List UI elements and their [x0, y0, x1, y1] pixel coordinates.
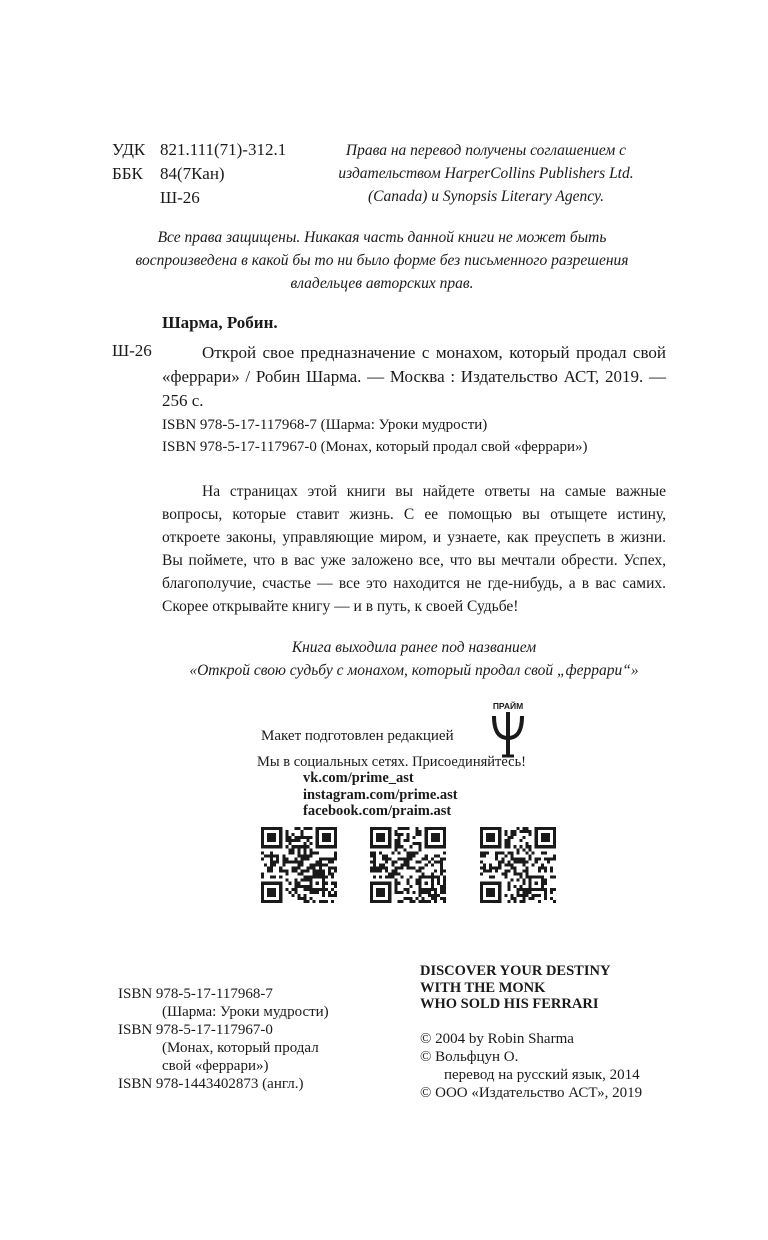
udk-value: 821.111(71)-312.1: [160, 140, 287, 159]
isbn-line: ISBN 978-5-17-117967-0 (Монах, который продал свой «феррари»): [162, 439, 588, 455]
social-link-instagram[interactable]: instagram.com/prime.ast: [303, 786, 458, 803]
maket-credit: Макет подготовлен редакцией: [261, 728, 454, 744]
isbn-line: ISBN 978-5-17-117968-7: [118, 986, 273, 1002]
previous-title-name: «Открой свою судьбу с монахом, который продал свой „феррари“»: [189, 662, 639, 679]
copyright-author: © 2004 by Robin Sharma: [420, 1031, 574, 1047]
original-title: [420, 963, 610, 1013]
udk-label: УДК: [112, 140, 146, 159]
original-title-line: DISCOVER YOUR DESTINY: [420, 963, 611, 979]
isbn-list-top: [162, 414, 588, 458]
isbn-line: ISBN 978-5-17-117967-0: [118, 1022, 273, 1038]
original-title-line: WHO SOLD HIS FERRARI: [420, 996, 599, 1012]
bibliographic-record: Открой свое предназначение с монахом, который продал свой «феррари» / Робин Шарма. — Москва : Издательство АСТ, 2019. — 256 с.: [162, 343, 666, 410]
social-links: [303, 770, 458, 820]
author-mark: Ш-26: [160, 188, 200, 207]
bbk-label: ББК: [112, 164, 143, 183]
isbn-list-bottom: [118, 985, 329, 1093]
logo-text: ПРАЙМ: [492, 701, 524, 711]
classification-codes: [112, 138, 286, 210]
qr-code-facebook[interactable]: [480, 827, 556, 903]
bbk-value: 84(7Кан): [160, 164, 225, 183]
copyright-translator: © Вольфцун О.: [420, 1049, 519, 1065]
isbn-line: ISBN 978-1443402873 (англ.): [118, 1076, 304, 1092]
qr-code-vk[interactable]: [261, 827, 337, 903]
social-link-vk[interactable]: vk.com/prime_ast: [303, 770, 414, 786]
previous-title-intro: Книга выходила ранее под названием: [291, 639, 537, 656]
social-link-facebook[interactable]: facebook.com/praim.ast: [303, 803, 452, 819]
copyright-notice: Все права защищены. Никакая часть данной книги не может быть воспроизведена в какой бы то ни было форме без письменного разрешения владельцев авторских прав.: [135, 229, 629, 292]
previous-title-note: [162, 636, 666, 682]
isbn-series: свой «феррари»): [162, 1058, 269, 1074]
social-call: Мы в социальных сетях. Присоединяйтесь!: [257, 754, 527, 770]
annotation: На страницах этой книги вы найдете ответы на самые важные вопросы, которые ставит жизнь. С ее помощью вы отыщете истину, откроете законы, управляющие миром, и узнаете, как преуспеть в жизни. Вы поймете, что в вас уже заложено все, что вы мечтали обрести. Успех, благополучие, счастье — все это находится не где-нибудь, а в вас самих. Скорее открывайте книгу — и в путь, к своей Судьбе!: [162, 483, 666, 615]
qr-code-instagram[interactable]: [370, 827, 446, 903]
copyright-holders: [420, 1030, 642, 1102]
isbn-series: (Шарма: Уроки мудрости): [162, 1004, 329, 1020]
translation-rights-note: Права на перевод получены соглашением с издательством HarperCollins Publishers Ltd. (Canada) и Synopsis Literary Agency.: [338, 142, 634, 205]
isbn-line: ISBN 978-5-17-117968-7 (Шарма: Уроки мудрости): [162, 417, 488, 433]
catalog-code: Ш-26: [112, 341, 152, 360]
psi-trident-icon: [488, 700, 528, 758]
original-title-line: WITH THE MONK: [420, 979, 546, 996]
copyright-translation: перевод на русский язык, 2014: [444, 1067, 640, 1083]
isbn-series: (Монах, который продал: [162, 1040, 319, 1056]
copyright-publisher: © ООО «Издательство АСТ», 2019: [420, 1085, 643, 1101]
author-heading: Шарма, Робин.: [162, 313, 278, 332]
